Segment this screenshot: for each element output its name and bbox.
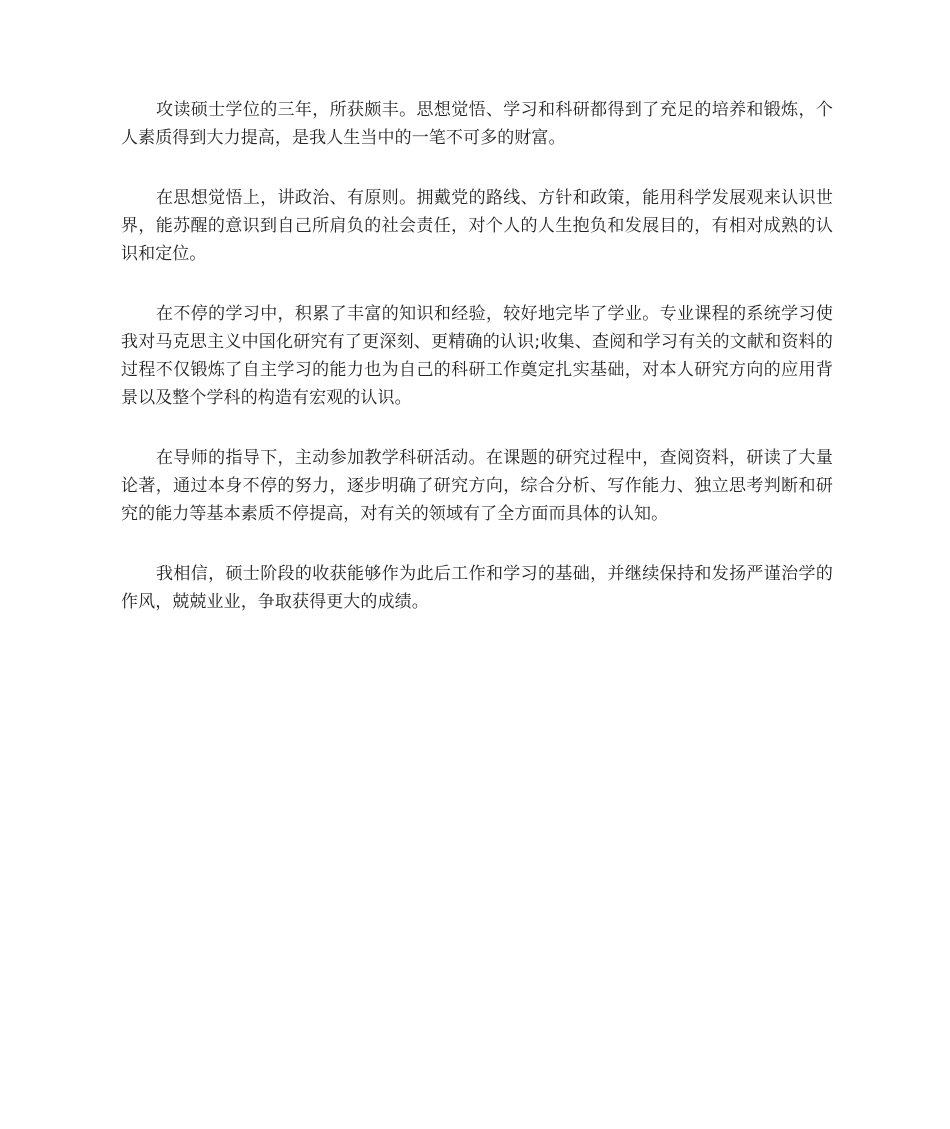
paragraph-2: 在思想觉悟上，讲政治、有原则。拥戴党的路线、方针和政策，能用科学发展观来认识世界，能苏醒的意识到自己所肩负的社会责任，对个人的人生抱负和发展目的，有相对成熟的认识和定位。: [121, 188, 833, 264]
paragraph-4: 在导师的指导下，主动参加教学科研活动。在课题的研究过程中，查阅资料，研读了大量论著，通过本身不停的努力，逐步明确了研究方向，综合分析、写作能力、独立思考判断和研究的能力等基本素质不停提高，对有关的领域有了全方面而具体的认知。: [121, 448, 833, 524]
paragraph-1: 攻读硕士学位的三年，所获颇丰。思想觉悟、学习和科研都得到了充足的培养和锻炼，个人素质得到大力提高，是我人生当中的一笔不可多的财富。: [121, 100, 833, 148]
document-body: [121, 96, 833, 648]
paragraph-5: 我相信，硕士阶段的收获能够作为此后工作和学习的基础，并继续保持和发扬严谨治学的作风，兢兢业业，争取获得更大的成绩。: [121, 564, 833, 612]
paragraph-3: 在不停的学习中，积累了丰富的知识和经验，较好地完毕了学业。专业课程的系统学习使我对马克思主义中国化研究有了更深刻、更精确的认识;收集、查阅和学习有关的文献和资料的过程不仅锻炼了自主学习的能力也为自己的科研工作奠定扎实基础，对本人研究方向的应用背景以及整个学科的构造有宏观的认识。: [121, 304, 833, 408]
